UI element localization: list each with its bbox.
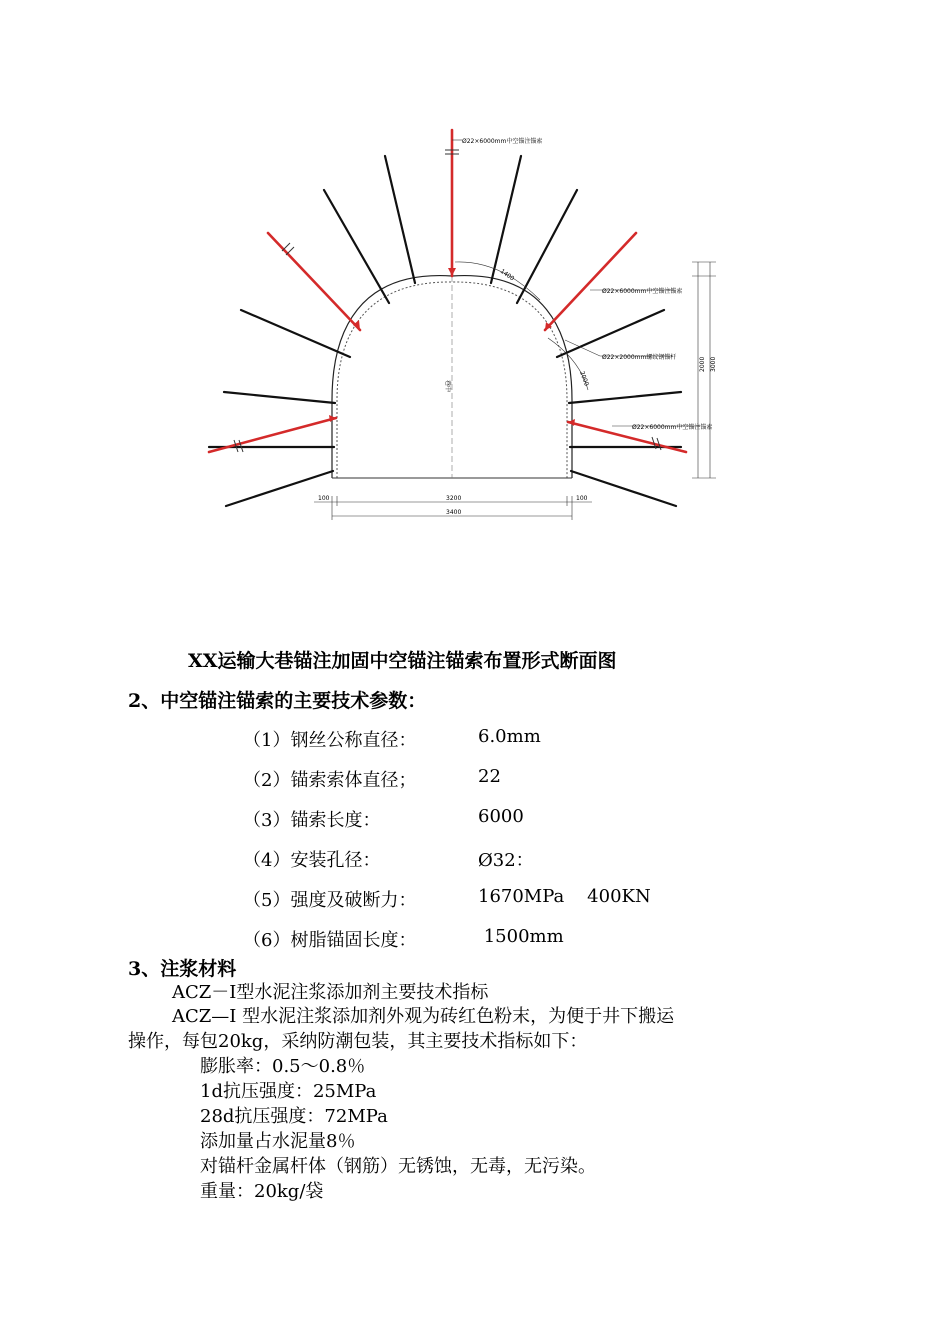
param-row [243, 926, 564, 952]
bolt-line [224, 392, 335, 403]
bolt-line [226, 471, 333, 506]
section2-heading: 2、中空锚注锚索的主要技术参数： [128, 690, 427, 712]
bolt-line [385, 156, 415, 283]
label-bolt-right: Ø22×2000mm螺纹钢锚杆 [602, 354, 677, 361]
param-value: 6000 [478, 806, 524, 827]
bolt-line [517, 190, 577, 303]
cable-line [268, 233, 360, 330]
param-row [243, 766, 501, 792]
param-label: （6）树脂锚固长度： [243, 930, 417, 951]
spec-item: 28d抗压强度：72MPa [200, 1106, 388, 1127]
section3-line1: ACZ－Ⅰ型水泥注浆添加剂主要技术指标 [172, 982, 489, 1003]
param-value: Ø32： [478, 850, 534, 871]
param-row [243, 726, 541, 752]
label-arc-spacing-1: 1400 [498, 267, 516, 283]
param-label: （4）安装孔径： [243, 850, 381, 871]
bolt-line [569, 392, 681, 403]
leaders [452, 140, 700, 426]
dim-height-2: 3000 [710, 356, 717, 372]
spec-item: 1d抗压强度：25MPa [200, 1081, 377, 1102]
param-label: （3）锚索长度： [243, 810, 381, 831]
param-value: 1670MPa 400KN [478, 886, 651, 907]
param-label: （2）锚索索体直径； [243, 770, 417, 791]
param-row [243, 886, 651, 912]
bolt-line [241, 310, 350, 357]
dim-margin-left: 100 [318, 495, 330, 502]
bolt-line [324, 190, 389, 303]
section3-heading: 3、注浆材料 [128, 958, 237, 980]
label-arc-spacing-2: 2000 [578, 370, 590, 388]
bolts-group [209, 156, 681, 506]
dim-height-1: 2000 [699, 356, 706, 372]
param-label: （1）钢丝公称直径： [243, 730, 417, 751]
figure-caption: XX运输大巷锚注加固中空锚注锚索布置形式断面图 [188, 650, 617, 672]
param-value: 22 [478, 766, 501, 787]
label-cable-right-lower: Ø22×6000mm中空锚注锚索 [632, 424, 713, 431]
section3-line3: 操作，每包20kg，采纳防潮包装，其主要技术指标如下： [128, 1031, 588, 1052]
label-cable-top: Ø22×6000mm中空锚注锚索 [462, 138, 543, 145]
break-marks [234, 150, 661, 452]
dim-width-inner: 3200 [446, 495, 462, 502]
section3-line2: ACZ—Ⅰ 型水泥注浆添加剂外观为砖红色粉末，为便于井下搬运 [172, 1006, 675, 1027]
label-cable-right-upper: Ø22×6000mm中空锚注锚索 [602, 288, 683, 295]
param-label: （5）强度及破断力： [243, 890, 417, 911]
bolt-line [557, 310, 664, 357]
param-row [243, 846, 534, 872]
spec-item: 对锚杆金属杆体（钢筋）无锈蚀，无毒，无污染。 [200, 1156, 596, 1177]
tunnel-cross-section-diagram [0, 0, 950, 620]
dim-width-total: 3400 [446, 509, 462, 516]
cable-line [545, 233, 636, 330]
dim-margin-right: 100 [576, 495, 588, 502]
bolt-line [491, 156, 521, 283]
spec-item: 添加量占水泥量8％ [200, 1131, 356, 1152]
param-row [243, 806, 524, 832]
param-value: 1500mm [478, 926, 564, 947]
spec-item: 重量：20kg/袋 [200, 1181, 324, 1202]
spec-item: 膨胀率：0.5～0.8％ [200, 1056, 366, 1077]
center-label: 巷中 [444, 380, 451, 393]
param-value: 6.0mm [478, 726, 541, 747]
